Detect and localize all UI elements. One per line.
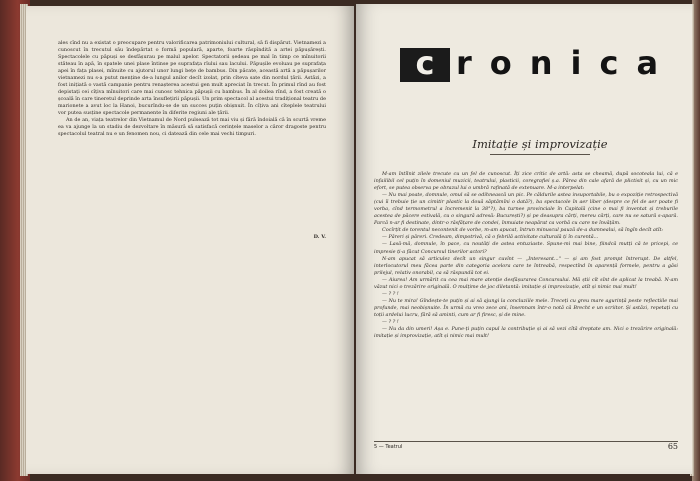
article-body xyxy=(374,171,678,340)
article-paragraph: — Păreri și păreri. Credeam, dimpotrivă, că o febrilă activitate culturală ți în curentă... xyxy=(382,234,599,241)
header-first-letter: c xyxy=(415,44,435,82)
footer-divider xyxy=(374,441,678,442)
footer-publication: 5 — Teatrul xyxy=(374,444,403,450)
article-paragraph: Cocîrțit de torentul necontenit de vorbe, m-am apucat, întrun minuscul pauză de-a dumnealui, să îngîn decît atît: xyxy=(382,227,664,234)
left-page-text xyxy=(58,40,326,138)
article-paragraph: — Aiurea! Am urmărit cu cea mai mare atenție desfășurarea Concursului. Mă știi cît sînt de aplicat la treabă. N-am văzut nici o trezărire originală. O mulțime de joc diletantă: imitație și improvizație, atît și nimic mai mult! xyxy=(374,276,678,290)
article-paragraph: M-am întîlnit zilele trecute cu un fel de cunoscut. Îți zice critic de artă: asta se cheamă, după socoteala lui, că e infailibil cel puțin în domeniul muzicii, teatrului, plasticii, coregrafiei ș.a. Părea din cale afară de plictisit și, cu un mic efort, se putea observa pe obrazul lui o umbră rafinată de extenuare. M-a interpelat: xyxy=(374,171,678,192)
author-signature: D. V. xyxy=(313,234,326,240)
article-title: Imitație și improvizație xyxy=(472,137,608,151)
article-paragraph: — Nu mai poate, domnule, omul să se odihnească un pic. Pe căldurile astea insuportabile, bu o expoziție retrospectivă (cui îi trebuie ție un cimitir plastic la două săptămîni o dată?), ba spectacole în aer liber (despre ce fel de aer poate fi vorba, cînd termometrul a încremenit la 38°?), ba turnee provinciale în Capitală (cine o mai fi inventat și treburile acestea de păcere estivală, cu o singură adresă: București?) și pe deasupra cărți, mereu cărți, care nu se satură s-apară. Parcă n-ar fi destinate, dintr-o răsfățare de condei, înmuiate neapărat ca vorbă cu care ne învățăm. xyxy=(374,192,678,227)
title-divider xyxy=(490,154,590,155)
article-paragraph: — ? ? ! xyxy=(382,290,399,297)
section-header: ronica xyxy=(456,44,677,82)
article-paragraph: — Nu te mira! Gîndește-te puțin și ai să ajungi la concluziile mele. Treceți cu greu mare agurință peste reflectiile mai profunde, mai neobișnuite. În urmă cu vreo zece ani, însemnam într-o notă că Brecht e un scriitor. Și astăzi, repetați cu toții ardelui lucru, fără să aminti, cum ar fi firesc, și de mine. xyxy=(374,297,678,318)
article-paragraph: — Lasă-mă, domnule, în pace, cu noutăți de astea entuziaste. Spune-mi mai bine, fiindcă mutți că te pricepi, ce impresie ți-a făcut Concursul tinerilor actori? xyxy=(374,241,678,255)
article-paragraph: — ? ? ! xyxy=(382,318,399,325)
article-paragraph: N-am apucat să articulez decît un singur cuvînt — „Interesant..." — și am fost prompt întrerupt. De altfel, interlocutorul meu făcea parte din categoria acelora care te întreabă, respectînd în aparență formele, pentru a găsi prilejul, relativ onorabil, ca să răspundă tot ei. xyxy=(374,255,678,276)
left-paragraph: ales cînd nu a existat o preocupare pentru valorificarea patrimoniului cultural, să fi dispărut. Vietnamezi a cunoscut în trecutul său îndepărtat o formă populară, aparte, foarte răspîndită a artei păpușărești. Spectacolele cu păpuși se desfășurau pe malul apelor. Spectatorii ședeau pe mal în timp ce mînuitorii stăteau în apă, în spatele unei plase întinse pe suprafața rîului sau lacului. Păpușile evoluau pe suprafața apei în fața plasei, mînuite cu ajutorul unor lungi bețe de bambus. Din păcate, această artă a păpușarilor vietnamezi nu s-a putut menține de-a lungul anilor decît izolat, prin cîteva sate din nordul țării. Astăzi, a fost inițiată o vastă campanie pentru renașterea acestui gen mult apreciat în trecut. În primul rînd au fost depistați cei cîțiva mînuitori care mai cunosc tehnica păpușii cu bambus. În al doilea rînd, a fost creată o școală în care tineretul deprinde arta însuflețirii păpușii. Un prim spectacol al acestui tradițional teatru de marionete a avut loc la Hanoi, bucurîndu-se de un succes puțin obișnuit. În cîțiva ani cîteplele teatrului vor putea susține spectacole permanente în diferite regiuni ale țării. xyxy=(58,40,326,116)
page-number: 65 xyxy=(667,442,678,451)
article-paragraph: — Nu da din umeri! Așa e. Pune-ți puțin capul la contribuție și ai să vezi cîtă dreptate am. Nici o trezărire originală: imitație și improvizație, atît și nimic mai mult! xyxy=(374,326,678,340)
left-paragraph: An de an, viața teatrelor din Vietnamul de Nord pulsează tot mai viu și fără îndoială că în scurtă vreme ea va ajunge la un stadiu de dezvoltare în măsură să satisfacă cerințele maselor a căror dragoste pentru spectacolul teatral nu e un fenomen nou, ci datează din cele mai vechi timpuri. xyxy=(58,117,326,137)
